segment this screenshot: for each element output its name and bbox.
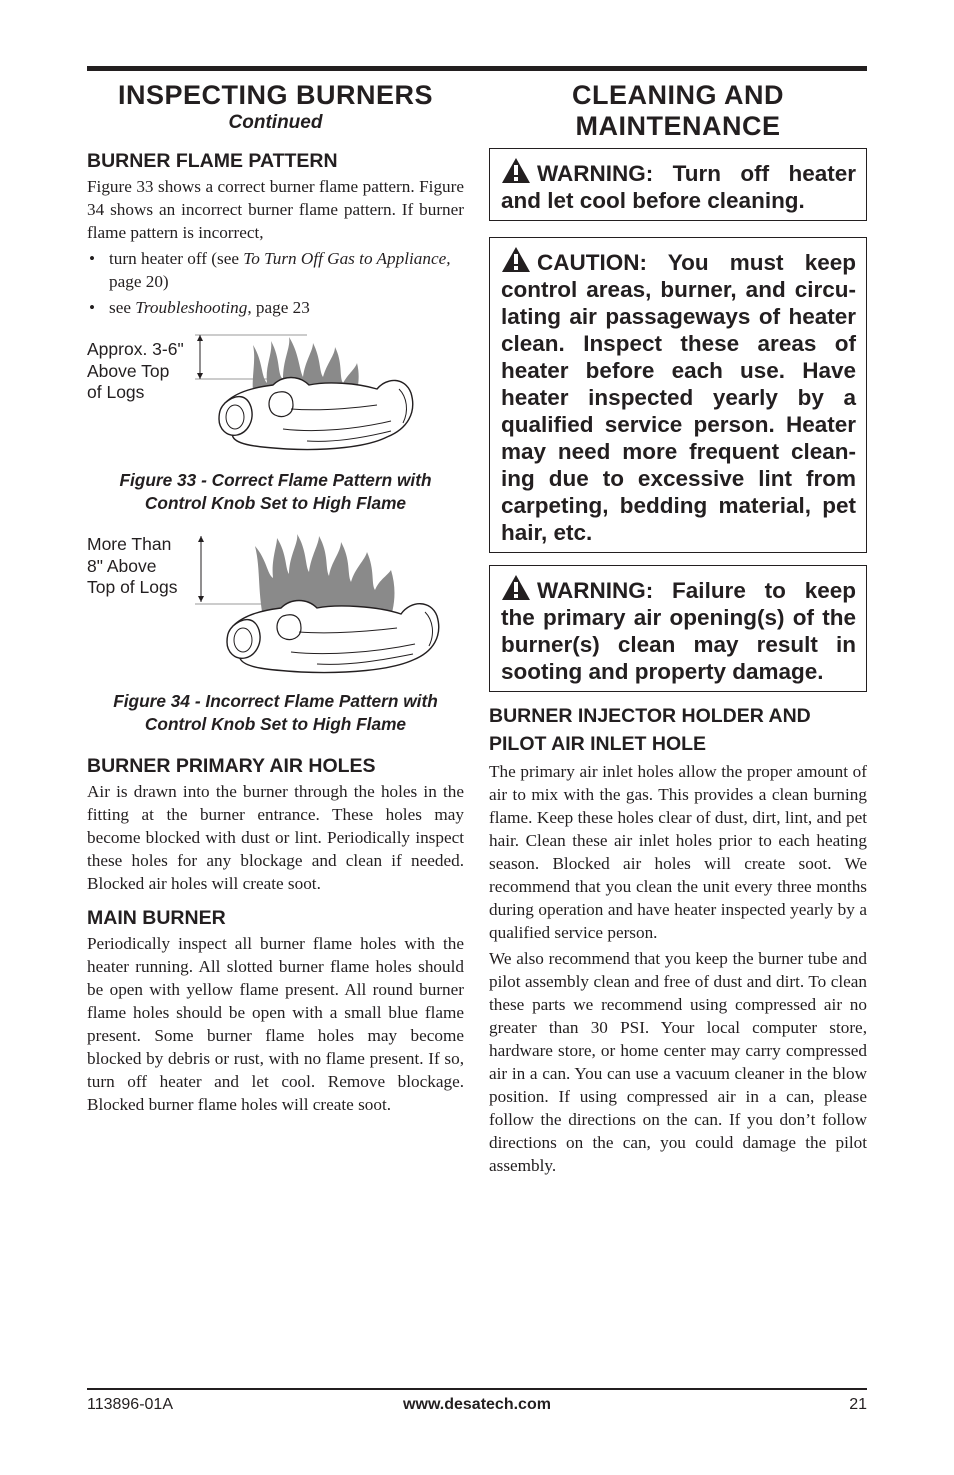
figure-34 — [87, 534, 464, 682]
footer-page-number: 21 — [849, 1396, 867, 1413]
caution-text: CAUTION: You must keep control areas, burner, and circulating air passageways of heater clean. Inspect these areas of heater before each use. Have heater inspected yearly by a qualified service person. Heater may need more frequent cleaning due to excessive lint from carpeting, bedding material, pet hair, etc. — [501, 250, 856, 545]
top-rule — [87, 66, 867, 71]
main-burner-text: Periodically inspect all burner flame holes with the heater running. All slotted burner flame holes should be open with yellow flame present. All round burner flame holes should be open with a small blue flame present. Some burner flame holes may become blocked by debris or rust, with no flame present. If so, turn off heater and let cool. Remove blockage. Blocked burner flame holes will create soot. — [87, 934, 464, 1114]
warning-text-turn-off: WARNING: Turn off heater and let cool before cleaning. — [501, 161, 856, 213]
section-title-cleaning-maintenance: CLEANING AND MAINTENANCE — [572, 80, 784, 141]
warning-triangle-icon — [501, 246, 531, 273]
heading-injector-holder: BURNER INJECTOR HOLDER AND PILOT AIR INLET HOLE — [489, 705, 811, 755]
left-column — [87, 80, 464, 1116]
section-subtitle: Continued — [228, 112, 323, 133]
footer-website: www.desatech.com — [403, 1396, 551, 1413]
warning-triangle-icon — [501, 157, 531, 184]
flame-pattern-intro: Figure 33 shows a correct burner flame pattern. Figure 34 shows an incorrect burner flame pattern. If burner flame pattern is incorrect, — [87, 177, 464, 242]
figure-33-caption: Figure 33 - Correct Flame Pattern with Control Knob Set to High Flame — [119, 470, 432, 513]
injector-para-2: We also recommend that you keep the burner tube and pilot assembly clean and free of dust and dirt. To clean these parts we recommend using compressed air no greater than 30 PSI. Your local computer store, hardware store, or home center may carry compressed air in a can. You can use a vacuum cleaner in the blow position. If using compressed air in a can, please follow the directions on the can. If you don’t follow directions on the can, you could damage the pilot assembly. — [489, 949, 867, 1175]
bullet-turn-heater-off: • turn heater off (see To Turn Off Gas to Appliance, page 20) — [89, 249, 451, 291]
warning-text-primary-air: WARNING: Failure to keep the primary air opening(s) of the burner(s) clean may result in sooting and property damage. — [501, 578, 856, 684]
right-column — [489, 80, 867, 1177]
warning-box-primary-air — [489, 565, 867, 692]
figure-33 — [87, 333, 464, 461]
bullet-see-troubleshooting: • see Troubleshooting, page 23 — [89, 298, 310, 317]
figure-34-label: More Than 8" Above Top of Logs — [87, 534, 178, 597]
figure-34-caption: Figure 34 - Incorrect Flame Pattern with Control Knob Set to High Flame — [113, 691, 438, 734]
injector-para-1: The primary air inlet holes allow the proper amount of air to mix with the gas. This provides a clean burning flame. Keep these holes clear of dust, dirt, lint, and pet hair. Clean these air inlet holes prior to each heating season. Blocked air holes will create soot. We recommend that you clean the unit every three months during operation and have heater inspected yearly by a qualified service person. — [489, 762, 867, 942]
warning-triangle-icon — [501, 574, 531, 601]
heading-burner-primary-air-holes: BURNER PRIMARY AIR HOLES — [87, 755, 376, 777]
figure-34-illustration — [87, 534, 464, 682]
heading-burner-flame-pattern: BURNER FLAME PATTERN — [87, 150, 338, 172]
section-title-inspecting-burners: INSPECTING BURNERS — [117, 80, 434, 110]
warning-box-turn-off — [489, 148, 867, 221]
figure-33-label: Approx. 3-6" Above Top of Logs — [87, 339, 184, 402]
footer-doc-number: 113896-01A — [87, 1396, 173, 1413]
footer-rule — [87, 1388, 867, 1390]
figure-33-illustration — [87, 333, 464, 461]
caution-box — [489, 237, 867, 553]
primary-air-text: Air is drawn into the burner through the holes in the fitting at the burner entrance. These holes may become blocked with dust or lint. Periodically inspect these holes for any blockage and clean if needed. Blocked air holes will create soot. — [87, 782, 464, 893]
heading-main-burner: MAIN BURNER — [87, 907, 226, 929]
